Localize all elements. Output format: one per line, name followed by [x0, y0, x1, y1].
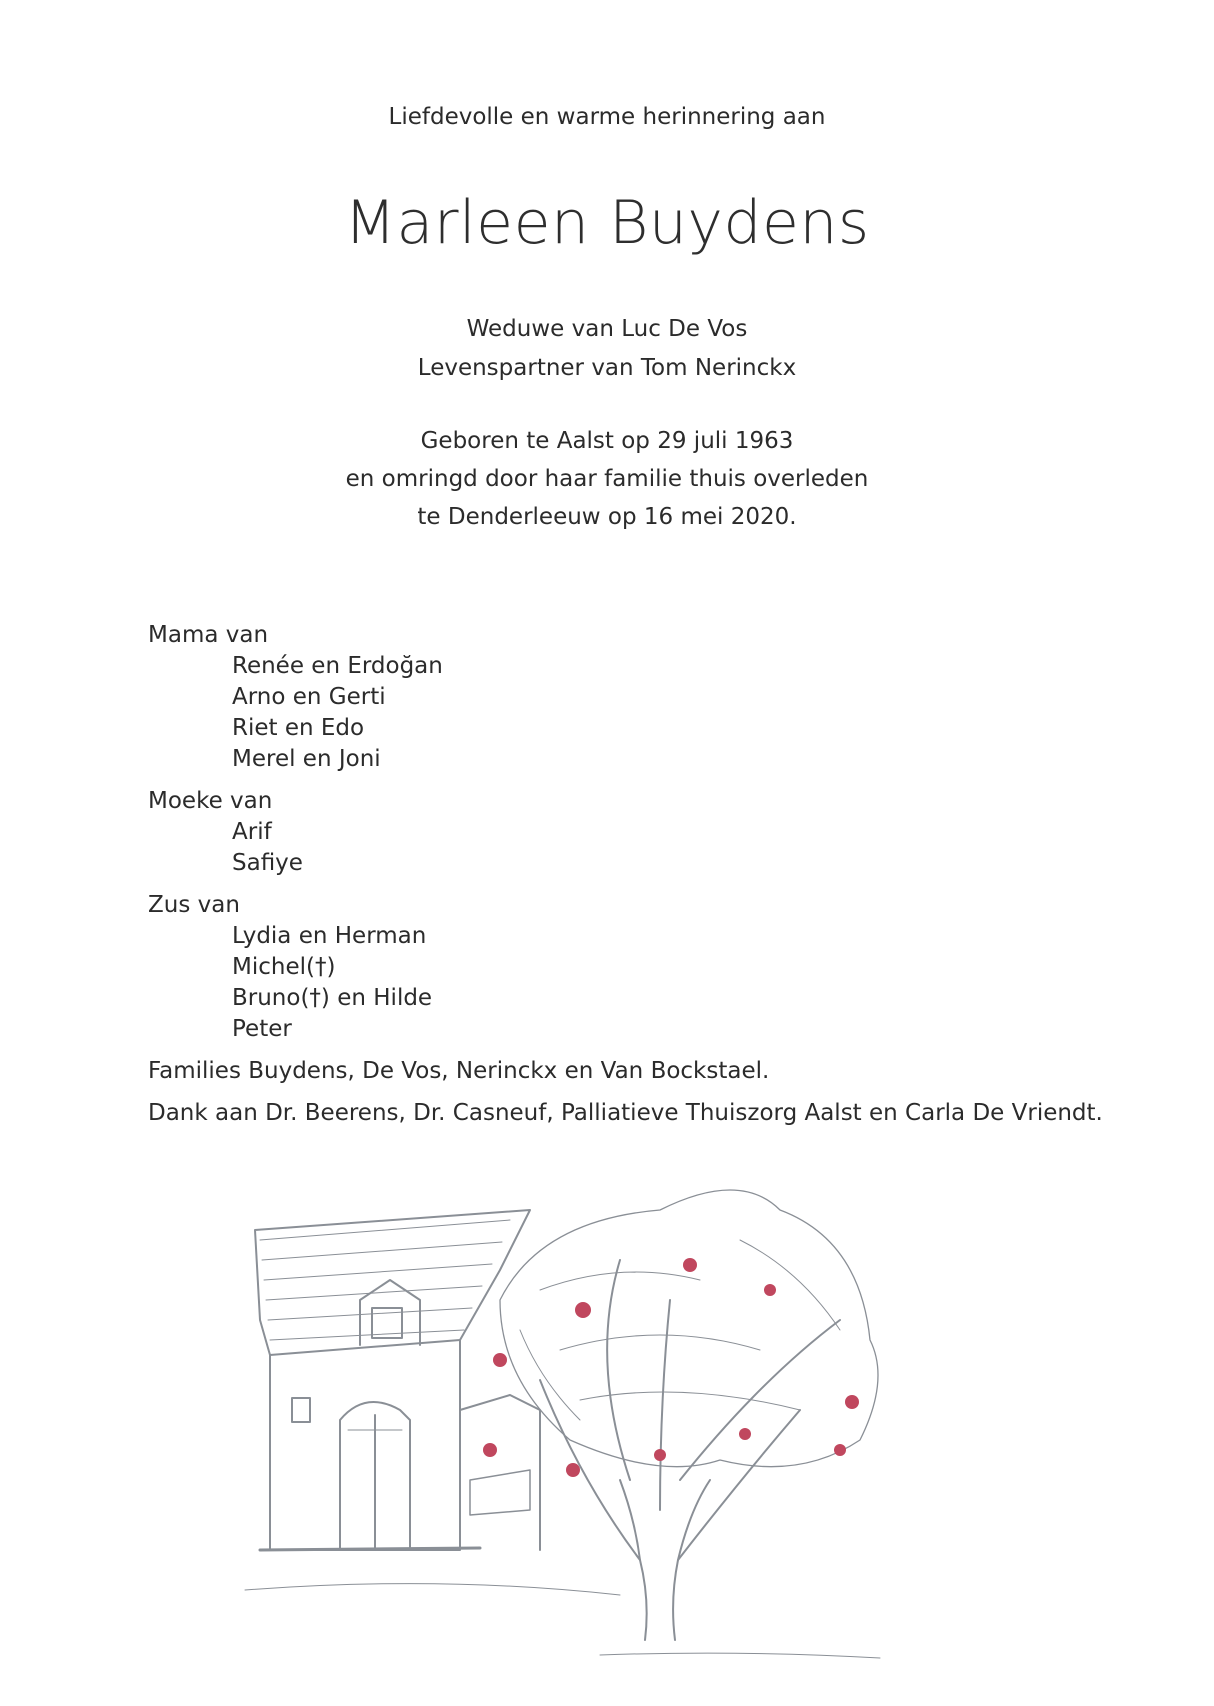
life-line: Geboren te Aalst op 29 juli 1963	[420, 428, 794, 454]
blossom	[493, 1353, 507, 1367]
group-label: Mama van	[148, 622, 269, 648]
blossom	[566, 1463, 580, 1477]
group-member: Arif	[232, 819, 272, 845]
blossom	[683, 1258, 697, 1272]
tree-canopy	[500, 1190, 878, 1467]
group-member: Michel(†)	[232, 954, 336, 980]
blossom	[654, 1449, 666, 1461]
blossom	[483, 1443, 497, 1457]
group-member: Lydia en Herman	[232, 923, 427, 949]
family-group-zus	[148, 890, 1148, 1045]
life-line: en omringd door haar familie thuis overleden	[345, 466, 869, 492]
blossom	[764, 1284, 776, 1296]
group-label: Moeke van	[148, 788, 273, 814]
group-member: Bruno(†) en Hilde	[232, 985, 433, 1011]
group-member: Renée en Erdoğan	[232, 653, 443, 679]
relation-line: Weduwe van Luc De Vos	[466, 316, 748, 342]
relations-block	[0, 310, 1214, 388]
group-member: Riet en Edo	[232, 715, 365, 741]
house-wall	[270, 1340, 460, 1550]
family-group-moeke	[148, 786, 1148, 879]
family-list	[148, 620, 1148, 1140]
blossom	[834, 1444, 846, 1456]
life-dates-block	[0, 422, 1214, 536]
tree-trunk	[620, 1480, 647, 1640]
group-member: Safiye	[232, 850, 303, 876]
intro-text: Liefdevolle en warme herinnering aan	[388, 104, 826, 130]
group-member: Merel en Joni	[232, 746, 381, 772]
blossom	[739, 1428, 751, 1440]
thanks-line: Dank aan Dr. Beerens, Dr. Casneuf, Palliatieve Thuiszorg Aalst en Carla De Vriendt.	[148, 1100, 1103, 1126]
group-member: Arno en Gerti	[232, 684, 386, 710]
blossom	[575, 1302, 591, 1318]
group-label: Zus van	[148, 892, 240, 918]
families-line: Families Buydens, De Vos, Nerinckx en Van Bockstael.	[148, 1058, 770, 1084]
group-member: Peter	[232, 1016, 292, 1042]
deceased-name: Marleen Buydens	[344, 188, 870, 258]
family-group-mama	[148, 620, 1148, 775]
relation-line: Levenspartner van Tom Nerinckx	[417, 355, 797, 381]
blossom	[845, 1395, 859, 1409]
life-line: te Denderleeuw op 16 mei 2020.	[417, 504, 797, 530]
house-tree-illustration	[240, 1180, 980, 1680]
